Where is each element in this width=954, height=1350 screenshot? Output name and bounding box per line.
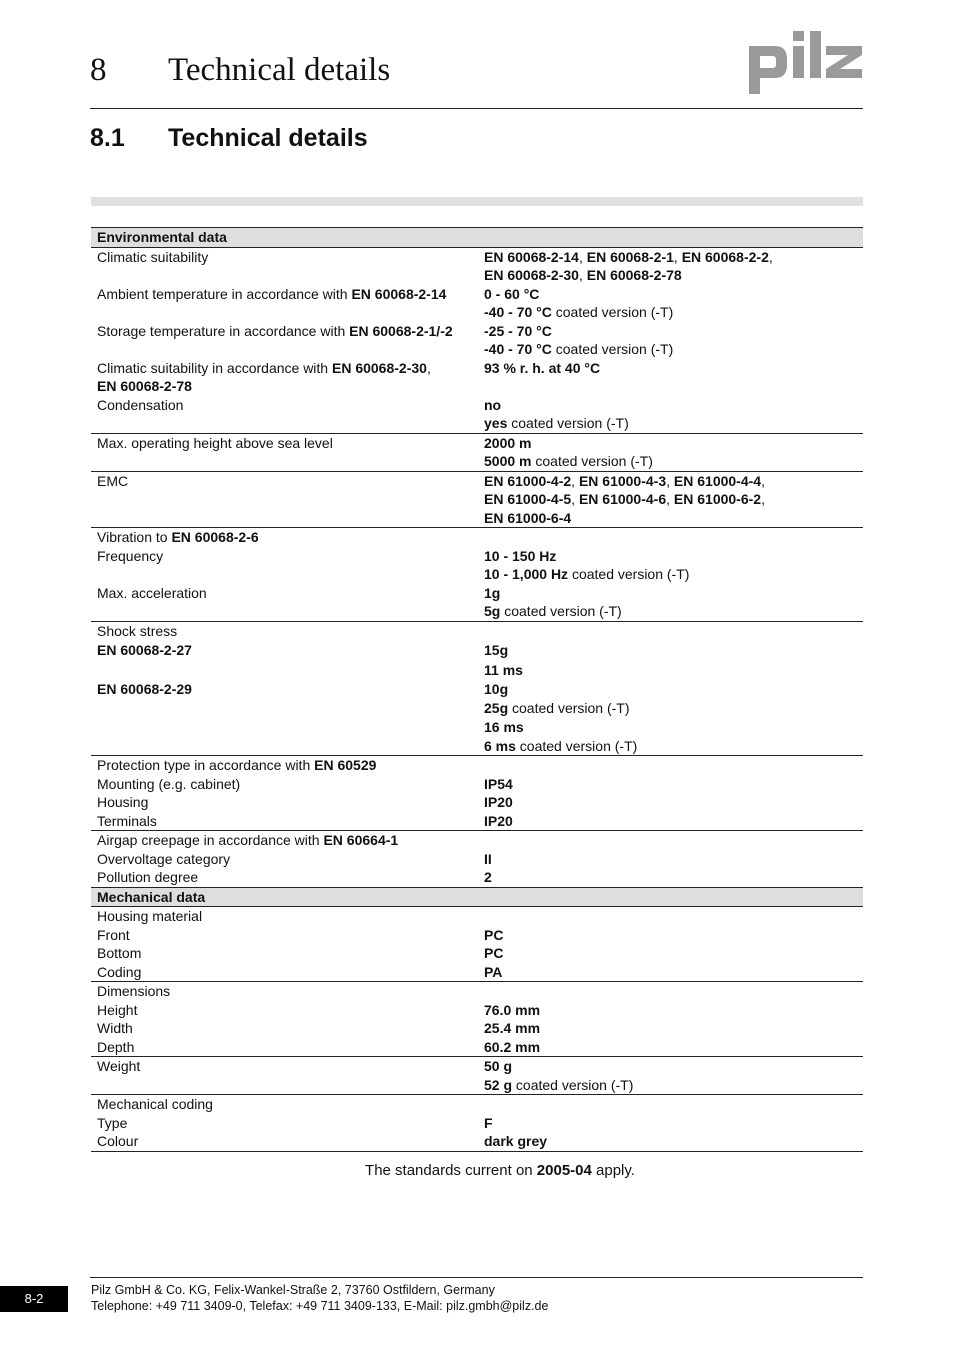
table-row: Depth 60.2 mm xyxy=(91,1038,863,1057)
section-title: Technical details xyxy=(168,124,368,152)
standards-footnote: The standards current on 2005-04 apply. xyxy=(365,1162,635,1179)
technical-data-table xyxy=(91,227,863,1152)
table-row: 11 ms xyxy=(484,661,523,678)
table-row: Condensation no yes coated version (-T) xyxy=(91,396,863,434)
footer-address: Pilz GmbH & Co. KG, Felix-Wankel-Straße 2, 73760 Ostfildern, Germany xyxy=(91,1283,495,1297)
chapter-number: 8 xyxy=(90,52,107,88)
table-row: Vibration to EN 60068-2-6 xyxy=(97,529,259,545)
table-row: Shock stress xyxy=(97,622,178,639)
table-row: Mounting (e.g. cabinet) IP54 xyxy=(97,775,513,792)
table-row: Weight 50 g 52 g coated version (-T) xyxy=(91,1057,863,1095)
table-row: Max. acceleration 1g 5g coated version (-T) xyxy=(91,584,863,622)
environmental-data-header: Environmental data xyxy=(91,228,863,248)
table-row: Bottom PC xyxy=(97,945,504,961)
table-row: Climatic suitability in accordance with EN 60068-2-30, EN 60068-2-78 93 % r. h. at 40 °C xyxy=(97,359,601,394)
table-row: EN 60068-2-29 10g 25g coated version (-T) xyxy=(97,681,630,716)
table-row: Frequency 10 - 150 Hz 10 - 1,000 Hz coated version (-T) xyxy=(97,547,690,582)
page-number: 8-2 xyxy=(0,1286,68,1312)
table-row: Pollution degree 2 xyxy=(97,869,492,885)
table-row: Housing IP20 xyxy=(97,794,513,810)
table-row: Type F xyxy=(97,1114,493,1131)
table-row: EN 60068-2-27 15g xyxy=(97,642,509,658)
footer-rule xyxy=(90,1277,863,1278)
section-number: 8.1 xyxy=(90,124,125,152)
chapter-title: Technical details xyxy=(168,52,391,88)
table-row: Storage temperature in accordance with EN 60068-2-1/-2 -25 - 70 °C -40 - 70 °C coated version (-T) xyxy=(97,322,674,357)
table-row: Airgap creepage in accordance with EN 60664-1 xyxy=(97,832,399,848)
table-row: Terminals IP20 xyxy=(91,812,863,831)
table-row: 16 ms 6 ms coated version (-T) xyxy=(91,717,863,756)
table-row: EMC EN 61000-4-2, EN 61000-4-3, EN 61000-4-4, EN 61000-4-5, EN 61000-4-6, EN 61000-6-2, EN 61000-6-4 xyxy=(91,471,863,528)
table-row: Protection type in accordance with EN 60529 xyxy=(97,757,377,773)
table-row: Ambient temperature in accordance with EN 60068-2-14 0 - 60 °C -40 - 70 °C coated version (-T) xyxy=(97,285,674,320)
table-row: Width 25.4 mm xyxy=(97,1020,541,1036)
table-row: Housing material xyxy=(97,908,203,924)
pilz-logo xyxy=(745,28,865,98)
table-row: Max. operating height above sea level 2000 m 5000 m coated version (-T) xyxy=(91,433,863,471)
mechanical-data-header: Mechanical data xyxy=(91,887,863,907)
footer-contact: Telephone: +49 711 3409-0, Telefax: +49 711 3409-133, E-Mail: pilz.gmbh@pilz.de xyxy=(91,1299,549,1313)
table-row: Coding PA xyxy=(91,963,863,982)
table-row: Front PC xyxy=(97,926,504,943)
table-row: Mechanical coding xyxy=(97,1096,213,1112)
table-row: Overvoltage category II xyxy=(97,850,492,867)
table-row: Climatic suitability EN 60068-2-14, EN 60068-2-1, EN 60068-2-2, EN 60068-2-30, EN 60068-2-78 xyxy=(97,248,773,283)
gray-divider-bar xyxy=(91,197,863,206)
table-row: Height 76.0 mm xyxy=(97,1001,541,1018)
header-rule xyxy=(90,108,863,109)
table-row: Dimensions xyxy=(97,983,171,999)
table-row: Colour dark grey xyxy=(91,1132,863,1151)
